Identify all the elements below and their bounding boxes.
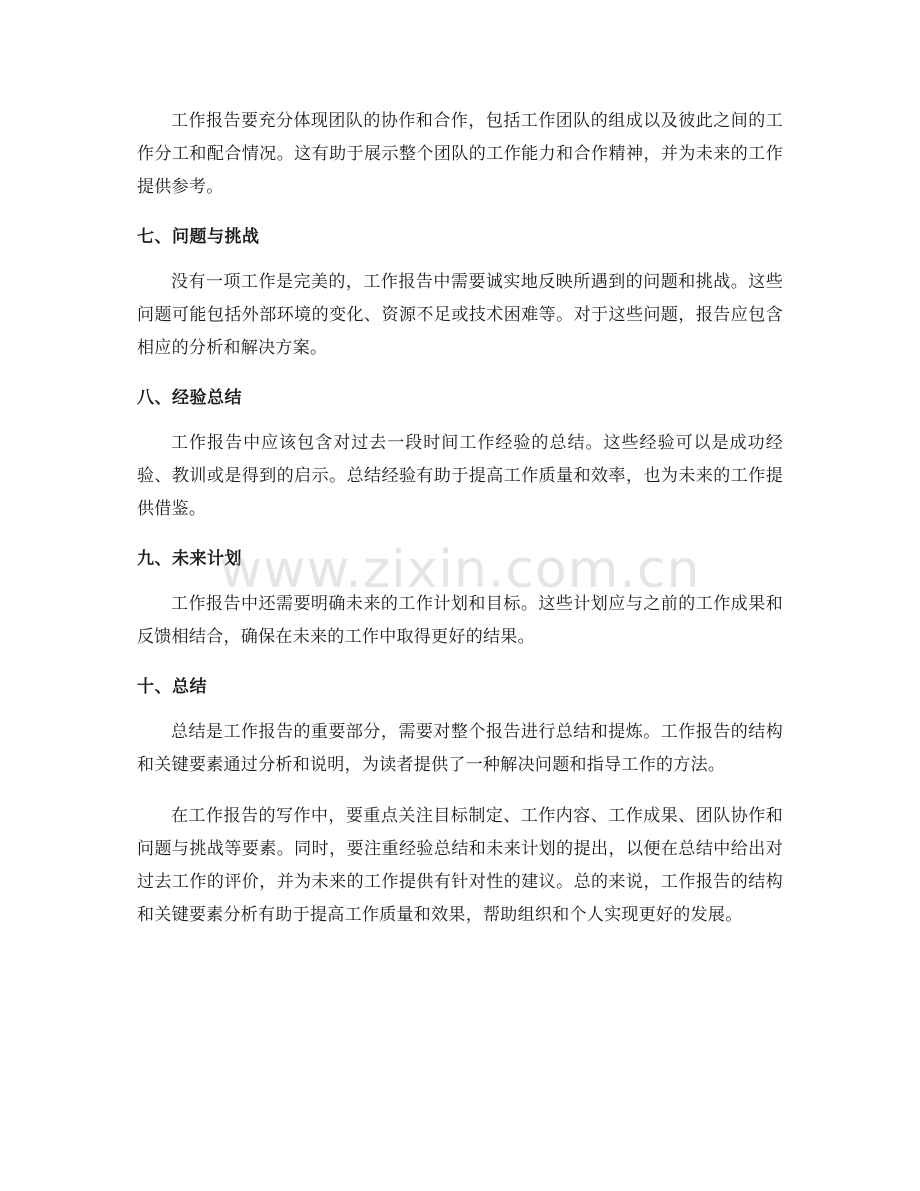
paragraph-team-collaboration: 工作报告要充分体现团队的协作和合作，包括工作团队的组成以及彼此之间的工作分工和配合情况。这有助于展示整个团队的工作能力和合作精神，并为未来的工作提供参考。 — [137, 111, 783, 197]
paragraph-conclusion-1: 总结是工作报告的重要部分，需要对整个报告进行总结和提炼。工作报告的结构和关键要素通过分析和说明，为读者提供了一种解决问题和指导工作的方法。 — [137, 722, 783, 775]
paragraph-experience-summary: 工作报告中应该包含对过去一段时间工作经验的总结。这些经验可以是成功经验、教训或是得到的启示。总结经验有助于提高工作质量和效率，也为未来的工作提供借鉴。 — [137, 433, 783, 519]
paragraph-problems-challenges: 没有一项工作是完美的，工作报告中需要诚实地反映所遇到的问题和挑战。这些问题可能包括外部环境的变化、资源不足或技术困难等。对于这些问题，报告应包含相应的分析和解决方案。 — [137, 272, 783, 358]
paragraph-conclusion-2: 在工作报告的写作中，要重点关注目标制定、工作内容、工作成果、团队协作和问题与挑战等要素。同时，要注重经验总结和未来计划的提出，以便在总结中给出对过去工作的评价，并为未来的工作提供有针对性的建议。总的来说，工作报告的结构和关键要素分析有助于提高工作质量和效果，帮助组织和个人实现更好的发展。 — [137, 806, 783, 925]
watermark-text: www.zixin.com.cn — [219, 540, 701, 600]
section-heading-8: 八、经验总结 — [137, 388, 242, 408]
paragraph-future-plans: 工作报告中还需要明确未来的工作计划和目标。这些计划应与之前的工作成果和反馈相结合，确保在未来的工作中取得更好的结果。 — [137, 594, 783, 647]
section-heading-7: 七、问题与挑战 — [137, 227, 260, 247]
section-heading-9: 九、未来计划 — [137, 549, 242, 569]
section-heading-10: 十、总结 — [137, 677, 207, 697]
